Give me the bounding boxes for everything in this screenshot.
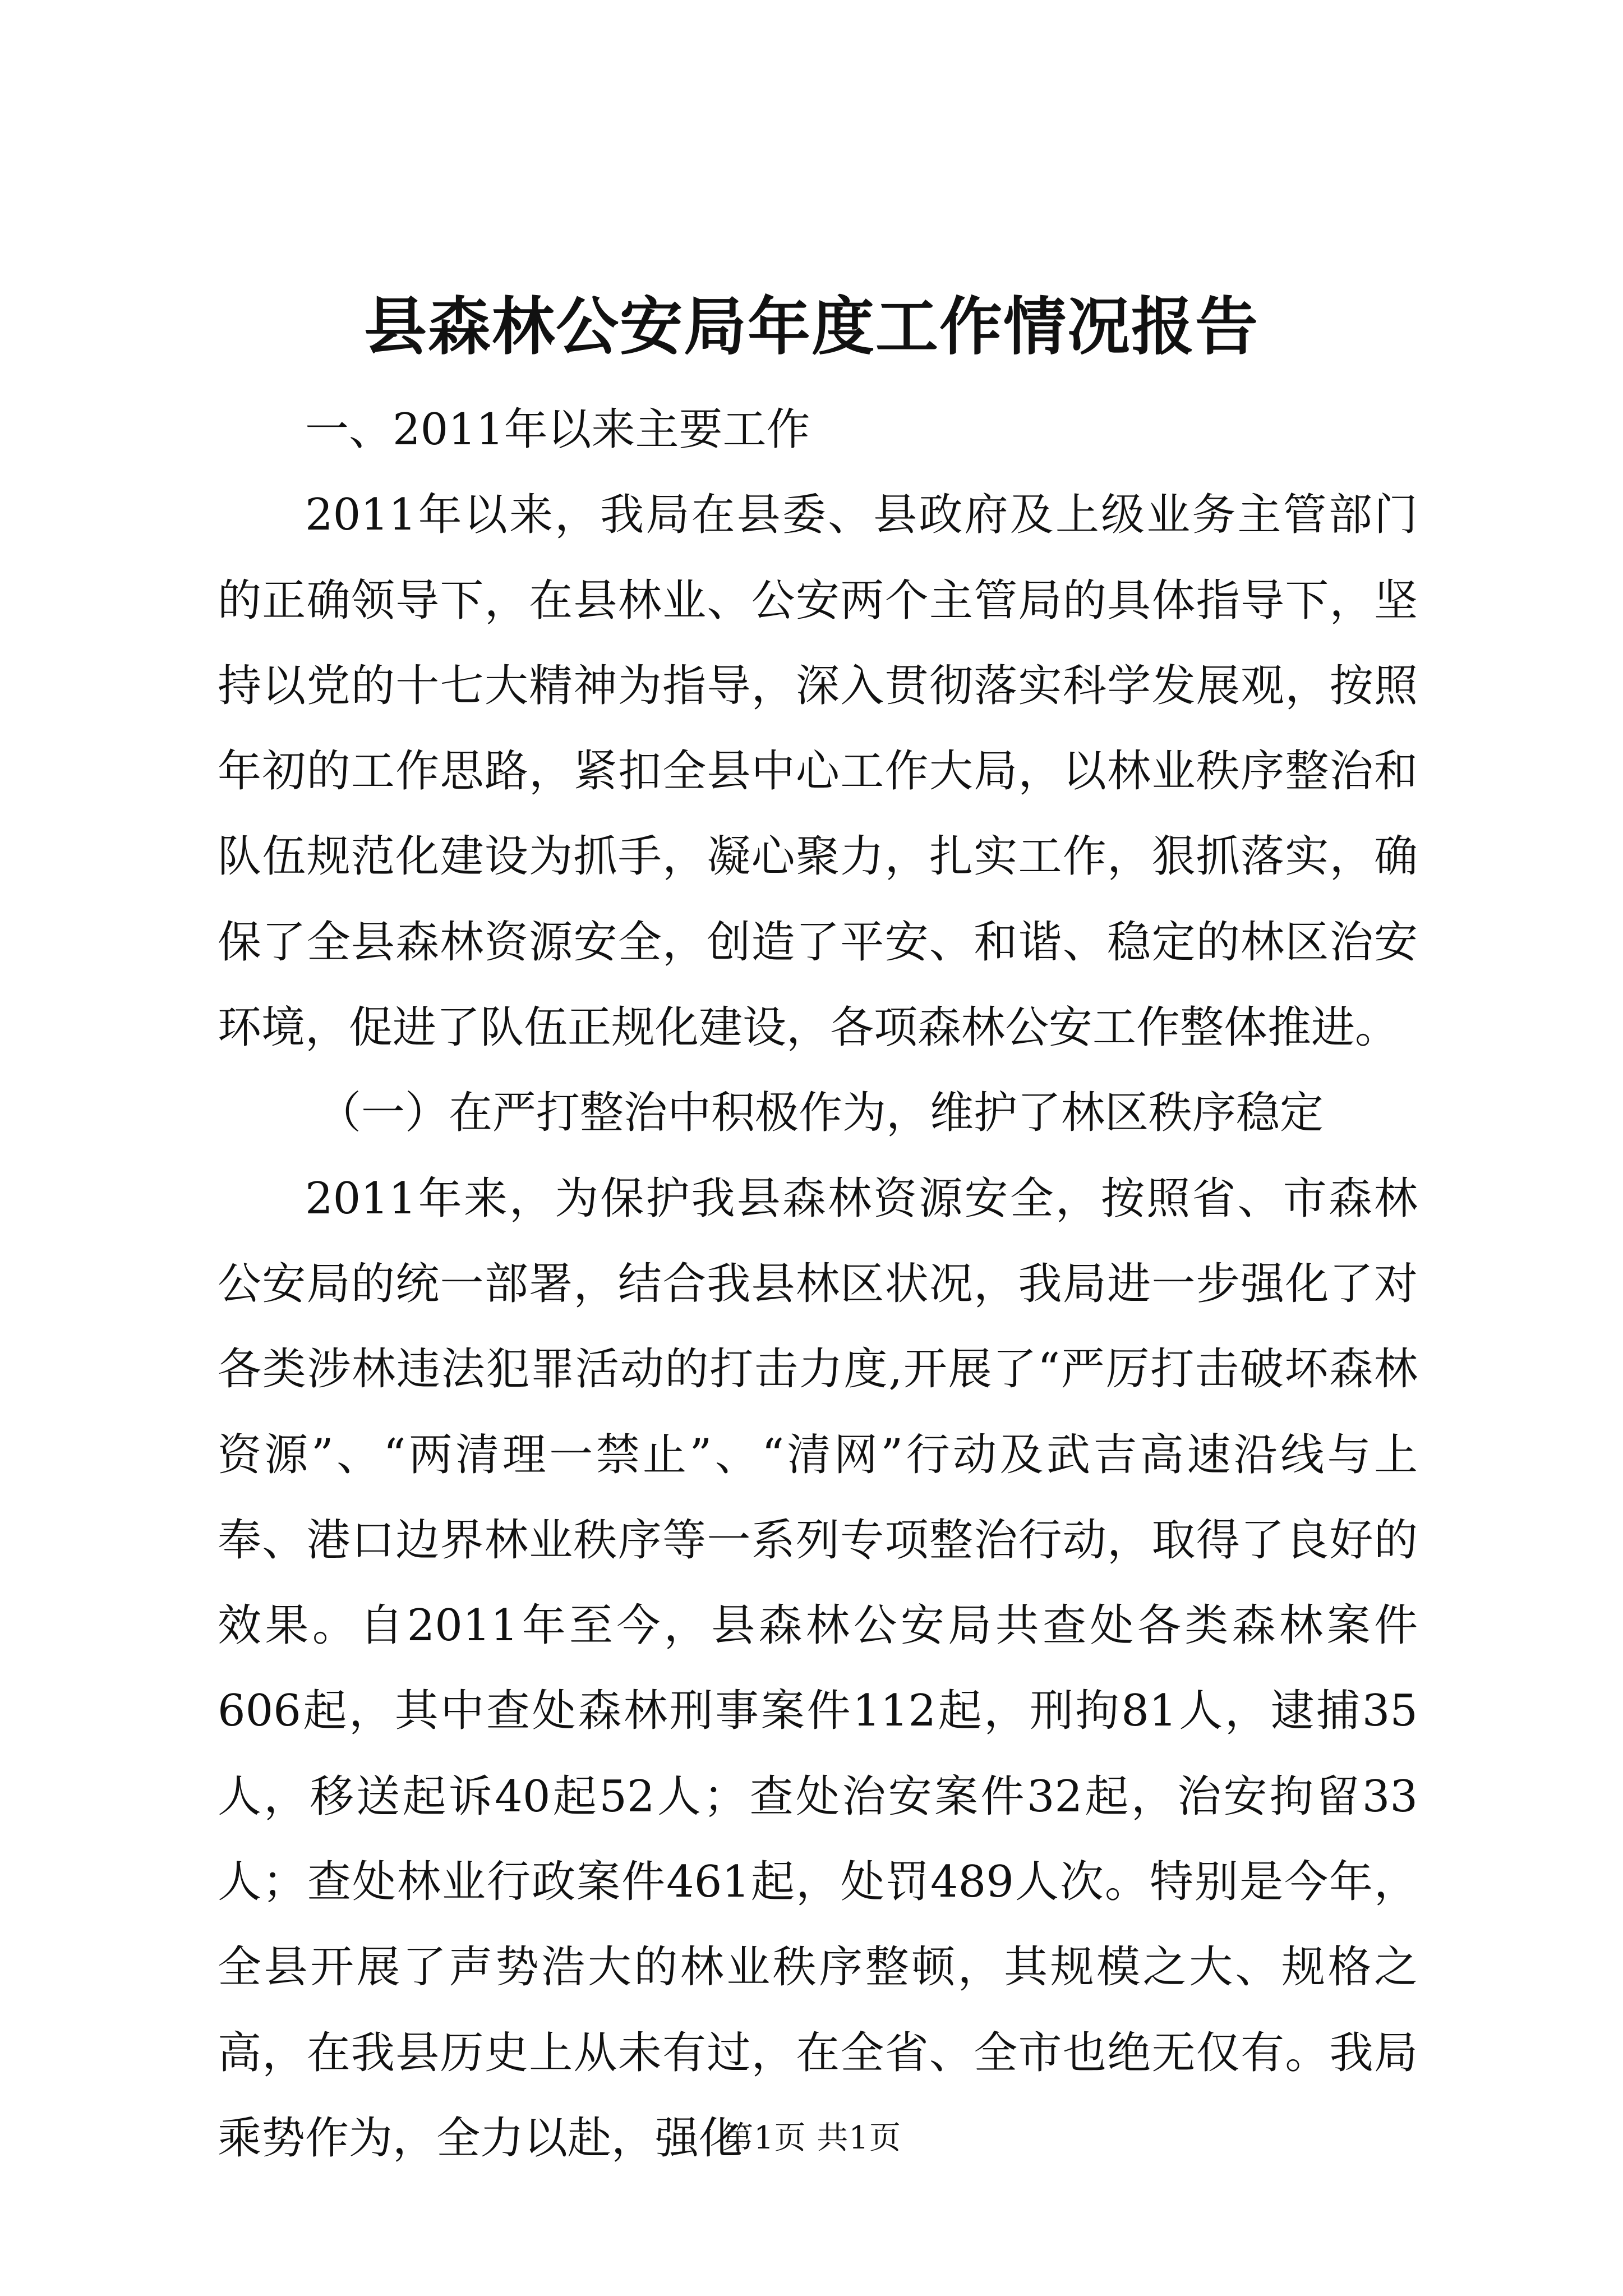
paragraph-enforcement: 2011年来，为保护我县森林资源安全，按照省、市森林公安局的统一部署，结合我县林区状况，我局进一步强化了对各类涉林违法犯罪活动的打击力度,开展了“严厉打击破坏森林资源”、“两清理一禁止”、“清网”行动及武吉高速沿线与上奉、港口边界林业秩序等一系列专项整治行动，取得了良好的效果。自2011年至今，县森林公安局共查处各类森林案件606起，其中查处森林刑事案件112起，刑拘81人，逮捕35人，移送起诉40起52人；查处治安案件32起，治安拘留33人；查处林业行政案件461起，处罚489人次。特别是今年，全县开展了声势浩大的林业秩序整顿，其规模之大、规格之高，在我县历史上从未有过，在全省、全市也绝无仅有。我局乘势作为，全力以赴，强化 xyxy=(218,1173,1418,2164)
section-heading: 一、2011年以来主要工作 xyxy=(305,404,810,455)
document-body xyxy=(218,387,1418,2181)
page-number-footer: 第1页 共1页 xyxy=(721,2120,902,2156)
document-title: 县森林公安局年度工作情况报告 xyxy=(364,290,1259,364)
subsection-heading: （一）在严打整治中积极作为，维护了林区秩序稳定 xyxy=(317,1088,1324,1139)
paragraph-intro: 2011年以来，我局在县委、县政府及上级业务主管部门的正确领导下，在县林业、公安两个主管局的具体指导下，坚持以党的十七大精神为指导，深入贯彻落实科学发展观，按照年初的工作思路，紧扣全县中心工作大局，以林业秩序整治和队伍规范化建设为抓手，凝心聚力，扎实工作，狠抓落实，确保了全县森林资源安全，创造了平安、和谐、稳定的林区治安环境，促进了队伍正规化建设，各项森林公安工作整体推进。 xyxy=(218,490,1418,1053)
